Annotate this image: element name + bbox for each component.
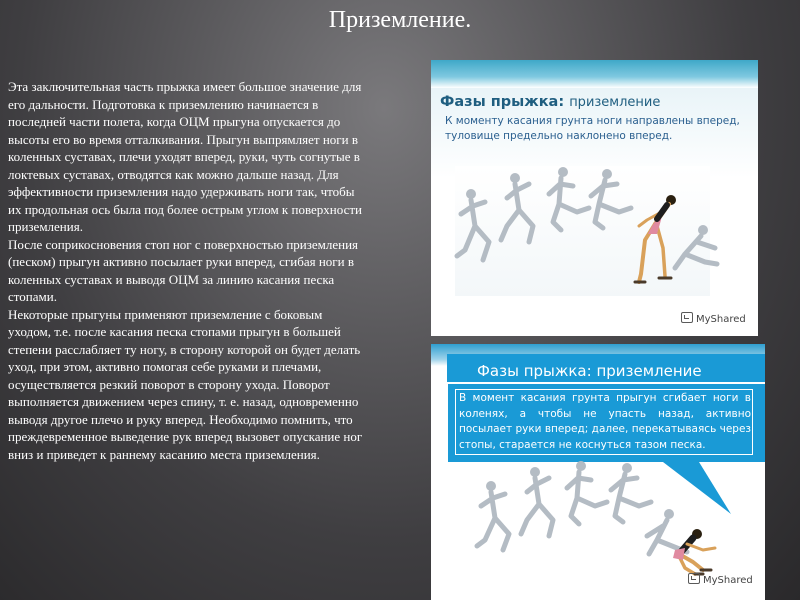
slide-title: Приземление.: [328, 7, 472, 33]
athlete-figure: [635, 195, 676, 282]
body-paragraph: Некоторые прыгуны применяют приземление с боковым уходом, т.е. после касания песка стопами прыгун в большей степени расслабляет ту ногу, в сторону которой он будет делать уход, при этом, активно помогая себе руками и плечами, осуществляется резкий поворот в сторону ухода. Поворот выполняется движением через спину, т. е. назад, одновременно выводя другое плечо и руку вперед. Необходимо помнить, что преждевременное выведение рук вперед вызовет опускание ног вниз и приведет к раннему касанию места приземления.: [8, 306, 363, 462]
athlete-sketch-figure: [611, 463, 651, 522]
landing-phase-image-2: [431, 344, 765, 600]
landing-phase-image-1: [431, 60, 758, 336]
body-paragraph: Эта заключительная часть прыжка имеет большое значение для его дальности. Подготовка к приземлению начинается в последней части полета, когда ОЦМ прыгуна опускается до высоты его во время отталкивания. Прыгун выпрямляет ноги в коленных суставах, плечи уходят вперед, руки, чуть согнутые в локтевых суставах, отводятся как можно дальше назад. Для эффективности приземления надо удерживать ноги так, чтобы их продольная ось была под более острым углом к поверхности приземления.: [8, 79, 362, 234]
athlete-figure: [673, 529, 715, 574]
myshared-logo-icon: [688, 573, 700, 584]
athlete-sketch-figure: [521, 467, 553, 536]
athlete-sketch-figure: [591, 169, 631, 228]
image-caption: В момент касания грунта прыгун сгибает ноги в коленях, а чтобы не упасть назад, активно посылает руки вперед; далее, перекатываясь через стопы, старается не коснуться тазом песка.: [459, 392, 751, 451]
body-text: [8, 78, 368, 463]
image-header-band: [431, 60, 758, 88]
body-paragraph: После соприкосновения стоп ног с поверхностью приземления (песком) прыгун активно посылает руки вперед, сгибая ноги в коленных суставах и выводя ОЦМ за линию касания песка стопами.: [8, 236, 359, 304]
athlete-sketch-figure: [675, 225, 717, 268]
jump-sequence-illustration: [449, 164, 749, 304]
image-banner-title: Фазы прыжка: приземление: [477, 362, 702, 380]
image-heading: [440, 94, 660, 110]
myshared-watermark: [681, 312, 746, 325]
watermark-text: MyShared: [696, 314, 746, 325]
athlete-sketch-figure: [501, 173, 533, 242]
image-heading-bold: Фазы прыжка:: [440, 94, 565, 110]
myshared-logo-icon: [681, 312, 693, 323]
athlete-sketch-figure: [477, 481, 509, 550]
athlete-sketch-figure: [457, 189, 489, 260]
image-heading-light: приземление: [569, 95, 661, 110]
myshared-watermark: [688, 573, 753, 586]
athlete-sketch-figure: [567, 461, 607, 524]
image-caption: К моменту касания грунта ноги направлены вперед, туловище предельно наклонено вперед.: [445, 115, 740, 142]
watermark-text: MyShared: [703, 575, 753, 586]
athlete-sketch-figure: [549, 167, 589, 230]
